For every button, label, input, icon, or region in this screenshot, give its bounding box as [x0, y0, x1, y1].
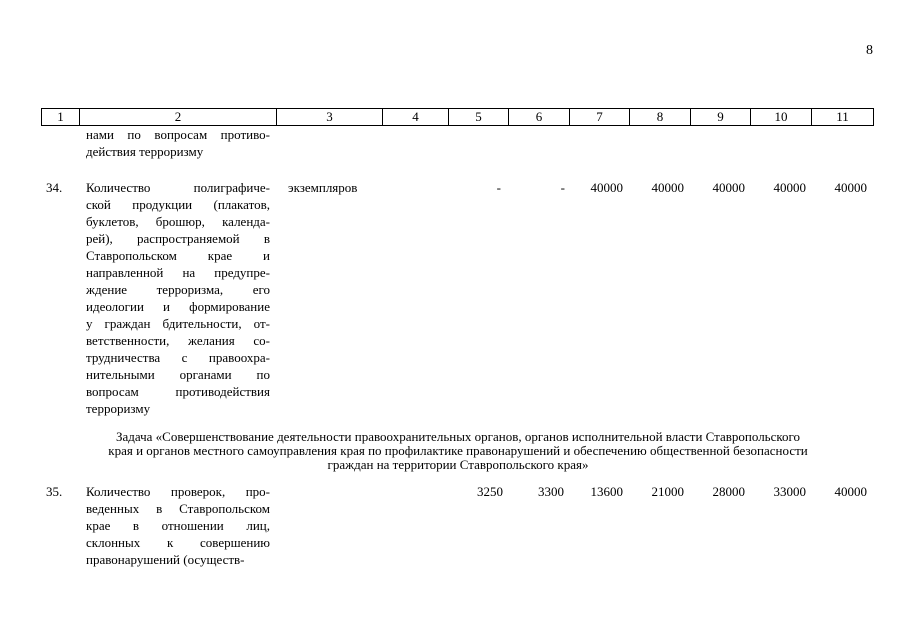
row-34-line: Ставропольском крае и — [86, 248, 270, 263]
column-header-1: 1 — [42, 109, 80, 126]
row-35-value-col5: 3250 — [477, 484, 503, 499]
row-34-value-col10: 40000 — [773, 180, 806, 195]
row-35-value-col10: 33000 — [773, 484, 806, 499]
continuation-line: действия терроризму — [86, 144, 204, 159]
row-35-value-col8: 21000 — [651, 484, 684, 499]
column-number-header — [41, 108, 874, 126]
row-34-line: рей), распространяемой в — [86, 231, 270, 246]
row-34-value-col7: 40000 — [590, 180, 623, 195]
row-34-line: у граждан бдительности, от- — [86, 316, 270, 331]
continuation-line: нами по вопросам противо- — [86, 127, 270, 142]
column-header-7: 7 — [570, 109, 630, 126]
row-35-line: крае в отношении лиц, — [86, 518, 270, 533]
row-35-value-col7: 13600 — [590, 484, 623, 499]
row-34-line: ской продукции (плакатов, — [86, 197, 270, 212]
task-heading — [40, 430, 876, 472]
column-header-11: 11 — [812, 109, 874, 126]
row-34-line: трудничества с правоохра- — [86, 350, 270, 365]
column-header-5: 5 — [449, 109, 509, 126]
row-35-line: правонарушений (осуществ- — [86, 552, 245, 567]
row-34-line: нительными органами по — [86, 367, 270, 382]
continuation-text — [86, 126, 270, 160]
row-35-value-col11: 40000 — [834, 484, 867, 499]
column-header-9: 9 — [691, 109, 751, 126]
page-number: 8 — [866, 43, 873, 58]
row-34-value-col11: 40000 — [834, 180, 867, 195]
row-35-number: 35. — [46, 484, 63, 499]
row-34-line: направленной на предупре- — [86, 265, 270, 280]
row-35-line: веденных в Ставропольском — [86, 501, 270, 516]
task-heading-line: граждан на территории Ставропольского края» — [327, 457, 589, 472]
row-34-value-col6: - — [560, 180, 565, 195]
row-35-value-col6: 3300 — [538, 484, 564, 499]
row-34-value-col5: - — [496, 180, 501, 195]
column-header-8: 8 — [630, 109, 691, 126]
row-35-indicator-text — [86, 483, 270, 568]
row-35-line: склонных к совершению — [86, 535, 270, 550]
column-header-4: 4 — [383, 109, 449, 126]
column-header-3: 3 — [277, 109, 383, 126]
column-header-6: 6 — [509, 109, 570, 126]
row-34-line: идеологии и формирование — [86, 299, 270, 314]
row-34-number: 34. — [46, 180, 63, 195]
row-34-line: терроризму — [86, 401, 151, 416]
task-heading-line: Задача «Совершенствование деятельности правоохранительных органов, органов исполнительной власти Ставропольского — [115, 429, 801, 444]
row-34-unit: экземпляров — [288, 180, 358, 195]
row-34-line: Количество полиграфиче- — [86, 180, 270, 195]
row-34-value-col8: 40000 — [651, 180, 684, 195]
row-34-line: ждение терроризма, его — [86, 282, 270, 297]
row-34-line: буклетов, брошюр, календа- — [86, 214, 270, 229]
row-34-value-col9: 40000 — [712, 180, 745, 195]
row-34-line: вопросам противодействия — [86, 384, 270, 399]
row-35-line: Количество проверок, про- — [86, 484, 270, 499]
row-34-line: ветственности, желания со- — [86, 333, 270, 348]
row-34-indicator-text — [86, 179, 270, 417]
column-header-2: 2 — [80, 109, 277, 126]
column-header-10: 10 — [751, 109, 812, 126]
row-35-value-col9: 28000 — [712, 484, 745, 499]
task-heading-line: края и органов местного самоуправления края по профилактике правонарушений и обеспечению общественной безопасности — [108, 443, 808, 458]
